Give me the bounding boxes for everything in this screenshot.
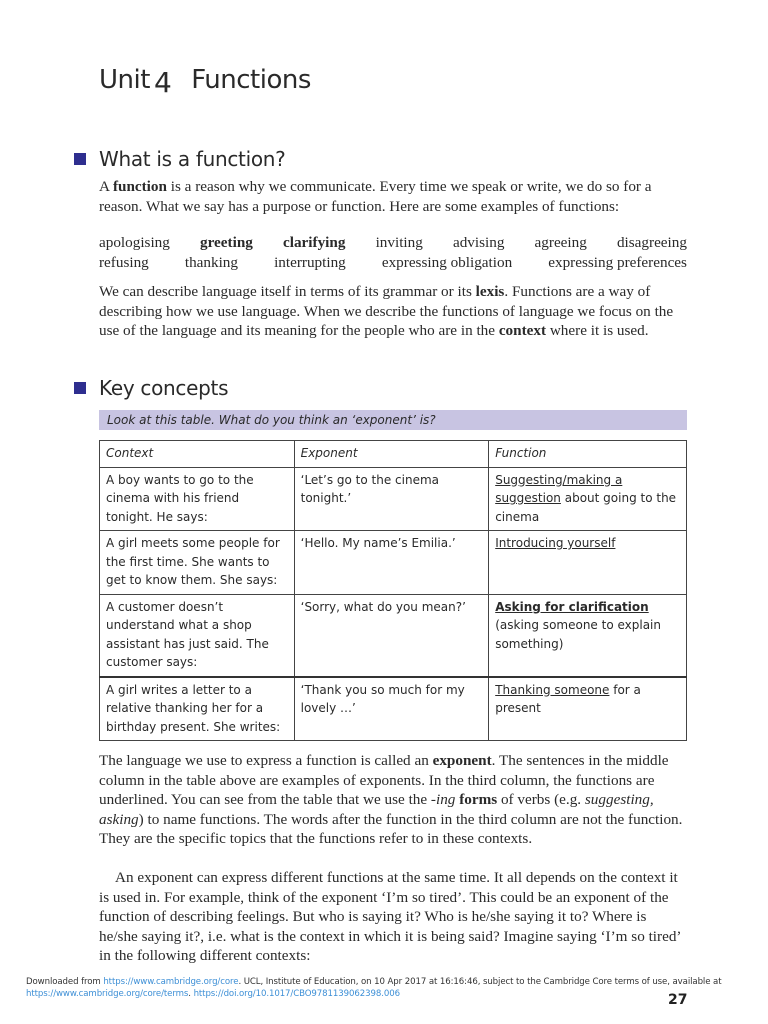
text-run: . The sentences in the middle column in the table above are examples of exponents. In the third column, the functions are underlined. You can see from the table that we use the: [99, 752, 669, 808]
function-example: greeting: [200, 234, 253, 251]
function-example: interrupting: [274, 254, 346, 271]
function-cell: [489, 467, 687, 531]
function-cell: [489, 677, 687, 741]
square-bullet-icon: [74, 382, 86, 394]
function-example: agreeing: [534, 234, 587, 251]
unit-title: [99, 62, 311, 99]
text-run: We can describe language itself in terms of its grammar or its: [99, 283, 476, 300]
italic-examples: suggesting, asking: [99, 791, 654, 828]
function-name: Introducing yourself: [495, 536, 616, 550]
section-heading-key-concepts: [74, 376, 228, 400]
function-topic: about going to the cinema: [495, 491, 677, 524]
unit-label: Unit: [99, 65, 150, 95]
bold-term-function: function: [112, 178, 167, 195]
context-cell: A customer doesn’t understand what a shop assistant has just said. The customer says:: [100, 594, 295, 677]
function-examples-row-2: [99, 254, 687, 272]
section-heading-what-is-a-function: [74, 147, 285, 171]
table-row: [100, 531, 687, 595]
function-example: advising: [452, 234, 505, 251]
context-cell: A girl writes a letter to a relative thanking her for a birthday present. She writes:: [100, 677, 295, 741]
column-header-context: Context: [100, 441, 295, 468]
exponent-cell: ‘Thank you so much for my lovely …’: [294, 677, 489, 741]
intro-paragraph: [99, 177, 687, 216]
italic-term-ing: -ing: [430, 791, 456, 808]
square-bullet-icon: [74, 153, 86, 165]
exponent-paragraph: [99, 751, 687, 849]
function-example: thanking: [184, 254, 238, 271]
table-row: [100, 594, 687, 677]
section-heading-text: What is a function?: [99, 147, 286, 171]
function-example: refusing: [99, 254, 149, 271]
function-name: Thanking someone: [495, 682, 610, 697]
section-heading-text: Key concepts: [99, 376, 229, 400]
context-cell: A girl meets some people for the first time. She wants to get to know them. She says:: [100, 531, 295, 595]
function-cell: [489, 594, 687, 677]
function-example: apologising: [99, 234, 170, 251]
table-header-row: [100, 441, 687, 468]
text-run: The language we use to express a function is called an: [99, 752, 433, 769]
context-cell: A boy wants to go to the cinema with his friend tonight. He says:: [100, 467, 295, 531]
page-number: 27: [668, 992, 688, 1008]
bold-term-lexis: lexis: [475, 283, 505, 300]
unit-name: Functions: [191, 65, 311, 95]
function-name: Asking for clarification: [495, 599, 649, 614]
function-examples-row-1: [99, 234, 687, 252]
function-topic: for a present: [495, 682, 641, 715]
function-example: inviting: [375, 234, 423, 251]
unit-number: 4: [153, 66, 172, 99]
bold-term-exponent: exponent: [432, 752, 492, 769]
exponent-cell: ‘Hello. My name’s Emilia.’: [294, 531, 489, 595]
function-topic: (asking someone to explain something): [495, 618, 661, 651]
exponent-cell: ‘Let’s go to the cinema tonight.’: [294, 467, 489, 531]
column-header-exponent: Exponent: [294, 441, 489, 468]
text-run: ) to name functions. The words after the function in the third column are not the function. They are the specific topics that the functions refer to in these contexts.: [99, 810, 683, 847]
text-run: . Functions are a way of describing how we use language. When we describe the functions of language we focus on the use of the language and its meaning for the people who are in the: [99, 283, 674, 339]
column-header-function: Function: [489, 441, 687, 468]
task-prompt-bar: Look at this table. What do you think an ‘exponent’ is?: [99, 410, 687, 430]
key-concepts-table: [99, 440, 687, 741]
text-run: A: [99, 178, 113, 195]
function-example: expressing obligation: [381, 254, 513, 271]
text-run: of verbs (e.g.: [497, 791, 585, 808]
table-row: [100, 467, 687, 531]
function-name: Suggesting/making a suggestion: [495, 472, 623, 505]
download-footer: [26, 976, 746, 1000]
function-example: disagreeing: [616, 234, 687, 251]
function-example: clarifying: [283, 234, 346, 251]
doi-link[interactable]: https://doi.org/10.1017/CBO9781139062398.006: [193, 989, 400, 999]
footer-text: Downloaded from: [26, 977, 104, 987]
function-example: expressing preferences: [548, 254, 687, 271]
exponent-cell: ‘Sorry, what do you mean?’: [294, 594, 489, 677]
terms-link[interactable]: https://www.cambridge.org/core/terms: [26, 989, 189, 999]
cambridge-core-link[interactable]: https://www.cambridge.org/core: [103, 977, 239, 987]
text-run: An exponent can express different functions at the same time. It all depends on the context it is used in. For example, think of the exponent ‘I’m so tired’. This could be an exponent of the function of describing feelings. But who is saying it? Who is he/she saying it to? Where is he/she saying it?, i.e. what is the context in which it is being said? Imagine saying ‘I’m so tired’ in the following different contexts:: [99, 869, 681, 964]
context-paragraph: [99, 868, 687, 966]
text-run: where it is used.: [546, 322, 649, 339]
table-row: [100, 677, 687, 741]
bold-term-context: context: [498, 322, 547, 339]
function-cell: [489, 531, 687, 595]
text-run: is a reason why we communicate. Every time we speak or write, we do so for a reason. What we say has a purpose or function. Here are some examples of functions:: [99, 178, 652, 215]
lexis-paragraph: [99, 282, 687, 341]
bold-term-forms: forms: [455, 791, 498, 808]
footer-text: . UCL, Institute of Education, on 10 Apr 2017 at 16:16:46, subject to the Cambridge Core terms of use, available at: [238, 977, 722, 987]
footer-text: .: [188, 989, 194, 999]
